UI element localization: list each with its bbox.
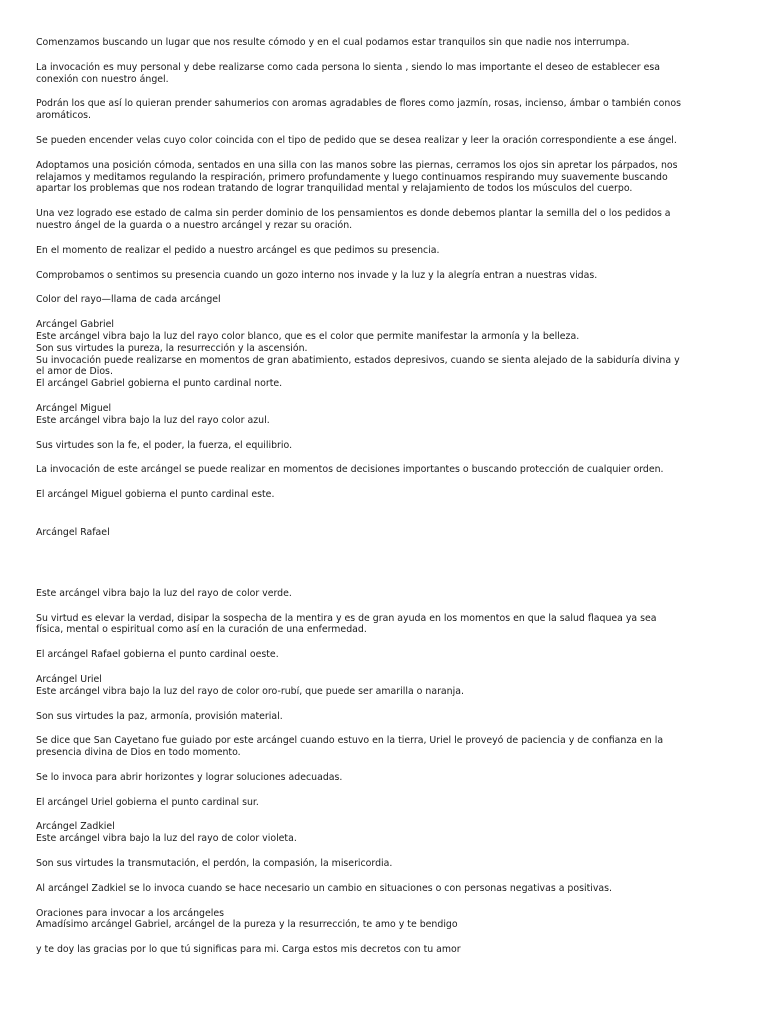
paragraph-candles: Se pueden encender velas cuyo color coincida con el tipo de pedido que se desea realizar y leer la oración correspondiente a ese ángel. [36,134,677,146]
paragraph-calm: Una vez logrado ese estado de calma sin perder dominio de los pensamientos es donde debemos plantar la semilla del o los pedidos a nuestro ángel de la guarda o a nuestro arcángel y rezar su oración. [36,208,671,231]
paragraph-rafael-cardinal: El arcángel Rafael gobierna el punto cardinal oeste. [36,649,279,661]
document-page [36,37,736,969]
paragraph-invocation: La invocación es muy personal y debe realizarse como cada persona lo sienta , siendo lo mas importante el deseo de establecer esa conexión con nuestro ángel. [36,61,660,85]
section-heading-colors: Color del rayo—llama de cada arcángel [36,294,221,306]
paragraph-uriel: Arcángel Uriel Este arcángel vibra bajo la luz del rayo de color oro-rubí, que puede ser amarilla o naranja. [36,673,464,697]
paragraph-prayer-continued: y te doy las gracias por lo que tú significas para mi. Carga estos mis decretos con tu amor [36,944,461,956]
paragraph-miguel-invocation: La invocación de este arcángel se puede realizar en momentos de decisiones importantes o buscando protección de cualquier orden. [36,464,664,476]
paragraph-zadkiel: Arcángel Zadkiel Este arcángel vibra bajo la luz del rayo de color violeta. [36,821,297,845]
paragraph-presence-check: Comprobamos o sentimos su presencia cuando un gozo interno nos invade y la luz y la alegría entran a nuestras vidas. [36,269,598,281]
paragraph-uriel-invoke: Se lo invoca para abrir horizontes y lograr soluciones adecuadas. [36,771,343,783]
paragraph-uriel-cayetano: Se dice que San Cayetano fue guiado por este arcángel cuando estuvo en la tierra, Uriel le proveyó de paciencia y de confianza en la presencia divina de Dios en todo momento. [36,735,664,759]
paragraph-uriel-virtues: Son sus virtudes la paz, armonía, provisión material. [36,710,283,722]
paragraph-prayers: Oraciones para invocar a los arcángeles Amadísimo arcángel Gabriel, arcángel de la pureza y la resurrección, te amo y te bendigo [36,907,458,931]
paragraph-rafael-virtue: Su virtud es elevar la verdad, disipar la sospecha de la mentira y es de gran ayuda en los momentos en que la salud flaquea ya sea física, mental o espiritual como así en la curación de una enfermedad. [36,612,657,636]
paragraph-zadkiel-virtues: Son sus virtudes la transmutación, el perdón, la compasión, la misericordia. [36,858,393,870]
paragraph-miguel-cardinal: El arcángel Miguel gobierna el punto cardinal este. [36,489,275,501]
paragraph-uriel-cardinal: El arcángel Uriel gobierna el punto cardinal sur. [36,796,259,808]
paragraph-posture: Adoptamos una posición cómoda, sentados en una silla con las manos sobre las piernas, cerramos los ojos sin apretar los párpados, nos relajamos y meditamos regulando la respiración, primero profundamente y luego continuamos respirando muy suavemente buscando apartar los problemas que nos rodean tratando de lograr tranquilidad mental y relajamiento de todos los músculos del cuerpo. [36,159,678,195]
paragraph-gabriel: Arcángel Gabriel Este arcángel vibra bajo la luz del rayo color blanco, que es el color que permite manifestar la armonía y la belleza. Son sus virtudes la pureza, la resurrección y la ascensión. Su invocación puede realizarse en momentos de gran abatimiento, estados depresivos, cuando se sienta alejado de la sabiduría divina y el amor de Dios. El arcángel Gabriel gobierna el punto cardinal norte. [36,319,680,390]
paragraph-intro: Comenzamos buscando un lugar que nos resulte cómodo y en el cual podamos estar tranquilos sin que nadie nos interrumpa. [36,37,630,48]
paragraph-zadkiel-invoke: Al arcángel Zadkiel se lo invoca cuando se hace necesario un cambio en situaciones o con personas negativas a positivas. [36,882,613,894]
paragraph-miguel: Arcángel Miguel Este arcángel vibra bajo la luz del rayo color azul. [36,402,270,426]
paragraph-rafael-color: Este arcángel vibra bajo la luz del rayo de color verde. [36,587,292,599]
heading-rafael: Arcángel Rafael [36,526,110,538]
paragraph-presence-request: En el momento de realizar el pedido a nuestro arcángel es que pedimos su presencia. [36,244,440,256]
paragraph-incense: Podrán los que así lo quieran prender sahumerios con aromas agradables de flores como jazmín, rosas, incienso, ámbar o también conos aromáticos. [36,98,681,122]
paragraph-miguel-virtues: Sus virtudes son la fe, el poder, la fuerza, el equilibrio. [36,439,293,451]
